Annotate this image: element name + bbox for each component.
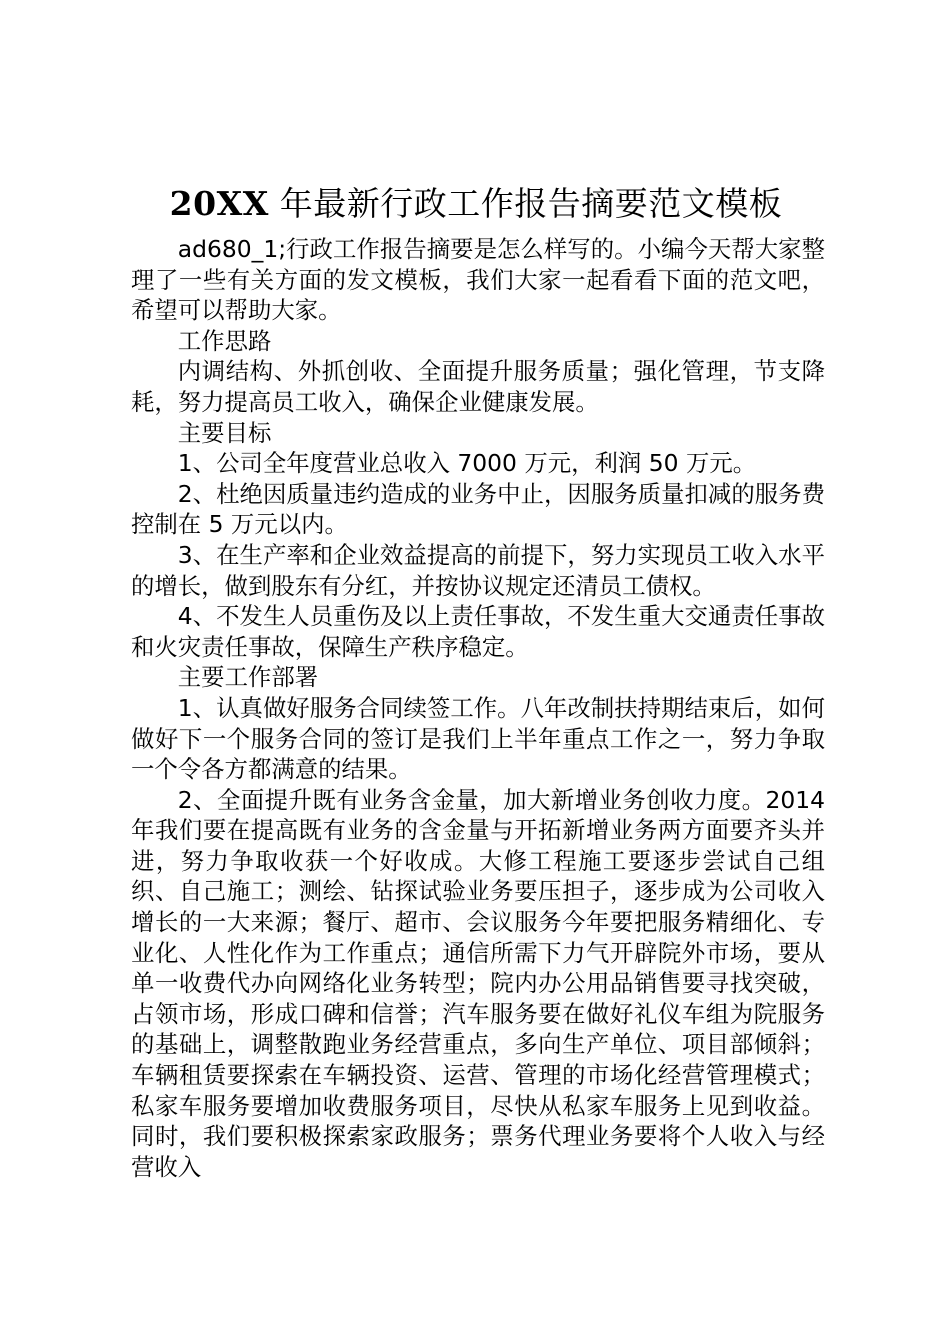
document-body (131, 234, 825, 1182)
section-heading-work-deployment: 主要工作部署 (177, 663, 319, 692)
deployment-item-2: 2、全面提升既有业务含金量，加大新增业务创收力度。2014 年我们要在提高既有业务的含金量与开拓新增业务两方面要齐头并进，努力争取收获一个好收成。大修工程施工要逐步尝试自己组织、自己施工；测绘、钻探试验业务要压担子，逐步成为公司收入增长的一大来源；餐厅、超市、会议服务今年要把服务精细化、专业化、人性化作为工作重点；通信所需下力气开辟院外市场，要从单一收费代办向网络化业务转型；院内办公用品销售要寻找突破，占领市场，形成口碑和信誉；汽车服务要在做好礼仪车组为院服务的基础上，调整散跑业务经营重点，多向生产单位、项目部倾斜；车辆租赁要探索在车辆投资、运营、管理的市场化经营管理模式；私家车服务要增加收费服务项目，尽快从私家车服务上见到收益。同时，我们要积极探索家政服务；票务代理业务要将个人收入与经营收入 (131, 785, 825, 1181)
intro-paragraph: ad680_1;行政工作报告摘要是怎么样写的。小编今天帮大家整理了一些有关方面的发文模板，我们大家一起看看下面的范文吧，希望可以帮助大家。 (131, 235, 825, 325)
goal-item-2: 2、杜绝因质量违约造成的业务中止，因服务质量扣减的服务费控制在 5 万元以内。 (131, 479, 825, 539)
goal-item-3: 3、在生产率和企业效益提高的前提下，努力实现员工收入水平的增长，做到股东有分红，并按协议规定还清员工债权。 (131, 540, 825, 600)
title-year: 20XX (169, 184, 269, 223)
title-text: 年最新行政工作报告摘要范文模板 (268, 184, 783, 223)
section-heading-work-approach: 工作思路 (177, 326, 272, 355)
document-title (131, 180, 821, 228)
deployment-item-1: 1、认真做好服务合同续签工作。八年改制扶持期结束后，如何做好下一个服务合同的签订是我们上半年重点工作之一，努力争取一个令各方都满意的结果。 (131, 693, 825, 784)
section-heading-main-goals: 主要目标 (177, 418, 272, 447)
paragraph-work-approach: 内调结构、外抓创收、全面提升服务质量；强化管理，节支降耗，努力提高员工收入，确保企业健康发展。 (131, 357, 825, 416)
goal-item-1: 1、公司全年度营业总收入 7000 万元，利润 50 万元。 (177, 449, 757, 478)
goal-item-4: 4、不发生人员重伤及以上责任事故，不发生重大交通责任事故和火灾责任事故，保障生产秩序稳定。 (131, 602, 825, 661)
